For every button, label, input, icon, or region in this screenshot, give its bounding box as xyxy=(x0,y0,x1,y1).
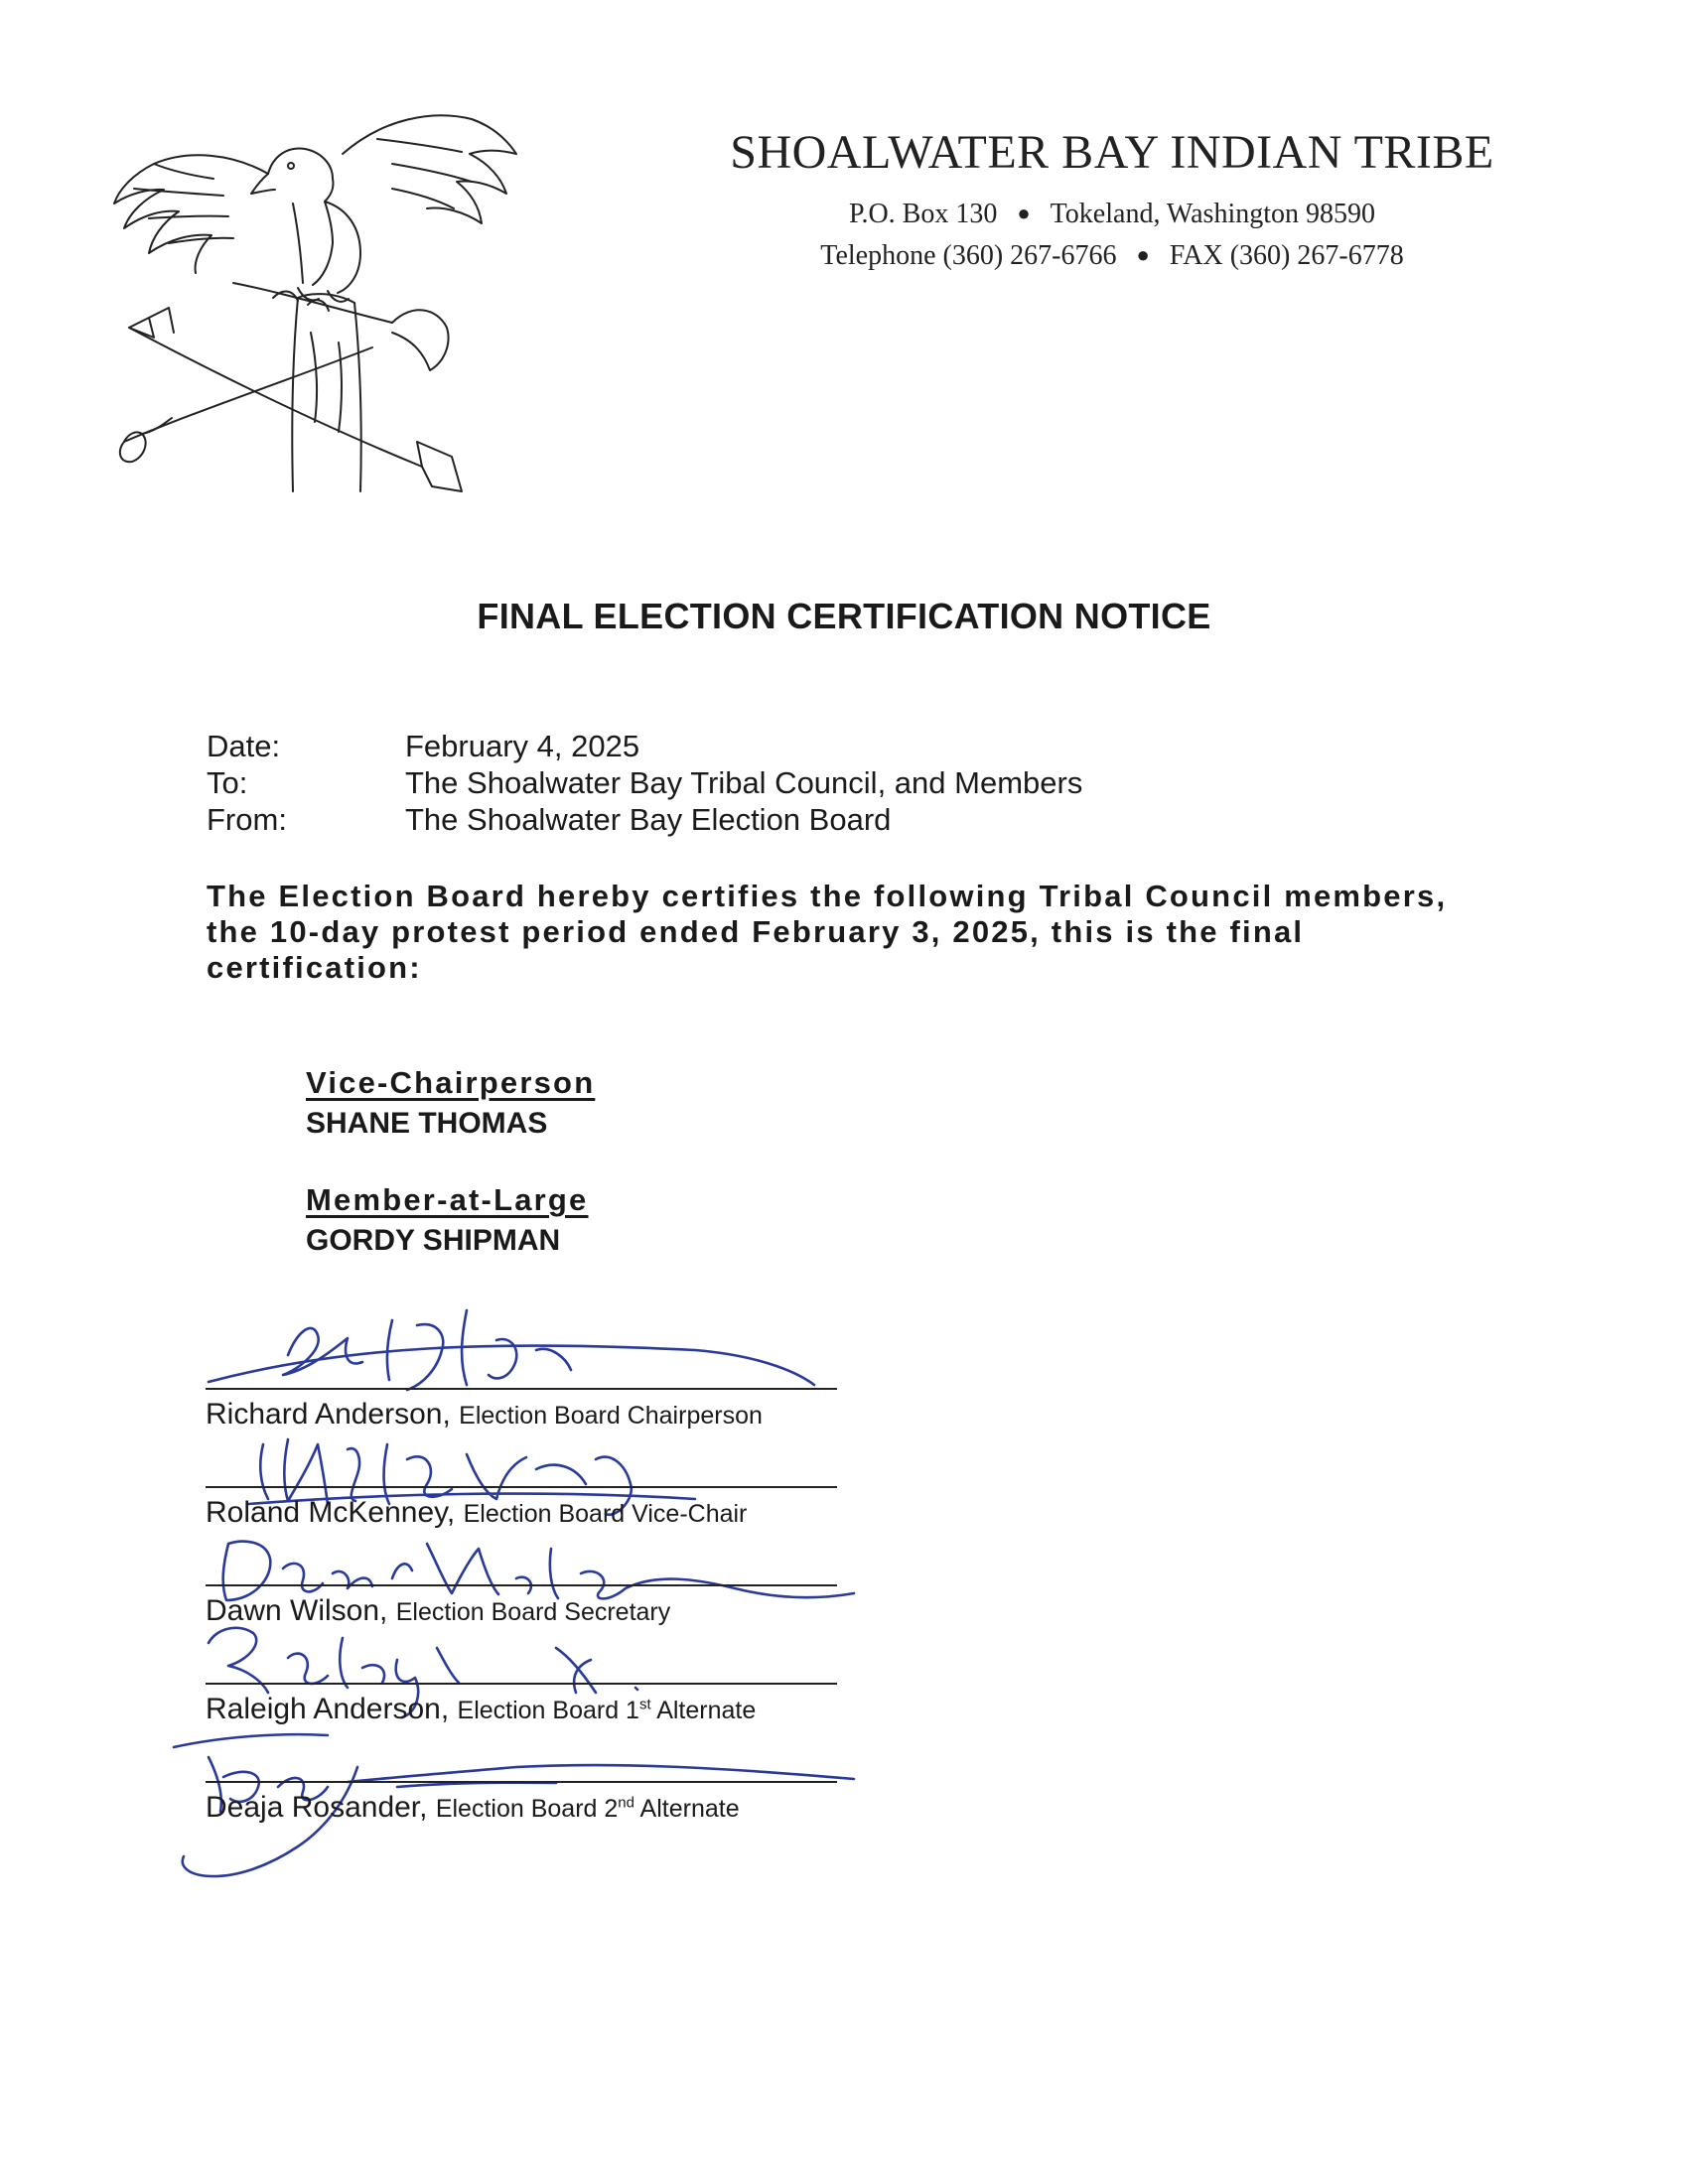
memo-from-row xyxy=(207,801,1082,838)
signatory-role xyxy=(458,1697,757,1724)
office-title: Vice-Chairperson xyxy=(306,1065,596,1100)
office-member-at-large xyxy=(306,1182,589,1258)
to-value: The Shoalwater Bay Tribal Council, and Members xyxy=(405,765,1083,800)
signature-line xyxy=(206,1683,837,1685)
contact-line xyxy=(695,235,1529,277)
document-title: FINAL ELECTION CERTIFICATION NOTICE xyxy=(477,596,1211,636)
signatory-name: Roland McKenney, xyxy=(206,1496,456,1529)
tribe-logo xyxy=(94,94,551,511)
to-label: To: xyxy=(207,765,248,800)
signature-line xyxy=(206,1584,837,1586)
signatory-raleigh-anderson xyxy=(206,1693,756,1726)
signatory-name: Richard Anderson, xyxy=(206,1398,451,1431)
memo-to-row xyxy=(207,764,1082,801)
role-tail: Alternate xyxy=(650,1697,757,1724)
from-value: The Shoalwater Bay Election Board xyxy=(405,802,892,837)
po-box: P.O. Box 130 xyxy=(848,198,998,229)
signatory-role xyxy=(436,1795,740,1823)
letterhead xyxy=(695,127,1529,277)
role-tail: Alternate xyxy=(633,1795,740,1823)
ordinal-suffix: st xyxy=(638,1696,651,1713)
signature-dawn-wilson xyxy=(223,1542,854,1600)
signatory-name: Dawn Wilson, xyxy=(206,1594,388,1627)
signatory-name: Raleigh Anderson, xyxy=(206,1693,450,1725)
from-label: From: xyxy=(207,802,287,837)
organization-name: SHOALWATER BAY INDIAN TRIBE xyxy=(730,126,1494,179)
bullet-separator: ● xyxy=(1017,200,1031,225)
signatory-role: Election Board Chairperson xyxy=(459,1402,763,1430)
role-text: Election Board 1 xyxy=(457,1697,639,1724)
office-holder-name: GORDY SHIPMAN xyxy=(306,1224,561,1257)
signature-richard-anderson xyxy=(209,1310,814,1390)
role-text: Election Board 2 xyxy=(435,1795,619,1823)
signatory-role: Election Board Vice-Chair xyxy=(463,1500,748,1528)
memo-date-row xyxy=(207,728,1082,764)
address-line xyxy=(695,194,1529,235)
signatory-dawn-wilson xyxy=(206,1594,670,1628)
telephone: Telephone (360) 267-6766 xyxy=(820,239,1117,271)
signature-line xyxy=(206,1486,837,1488)
signatory-deaja-rosander xyxy=(206,1791,740,1825)
signatory-name: Deaja Rosander, xyxy=(206,1791,428,1824)
signatory-role: Election Board Secretary xyxy=(395,1598,671,1626)
office-holder-name: SHANE THOMAS xyxy=(306,1107,548,1140)
office-title: Member-at-Large xyxy=(306,1182,589,1217)
bullet-separator: ● xyxy=(1136,241,1150,267)
date-label: Date: xyxy=(207,729,281,763)
date-value: February 4, 2025 xyxy=(405,729,640,763)
signature-line xyxy=(206,1781,837,1783)
fax: FAX (360) 267-6778 xyxy=(1169,239,1404,271)
memo-header xyxy=(207,728,1082,838)
signatory-richard-anderson xyxy=(206,1398,763,1432)
signature-line xyxy=(206,1388,837,1390)
city-line: Tokeland, Washington 98590 xyxy=(1050,198,1376,229)
certification-statement: The Election Board hereby certifies the following Tribal Council members, the 10-day protest period ended February 3, 2025, this is the final certification: xyxy=(207,879,1448,985)
ordinal-suffix: nd xyxy=(618,1794,634,1812)
signatory-roland-mckenney xyxy=(206,1496,747,1530)
office-vice-chairperson xyxy=(306,1065,595,1141)
